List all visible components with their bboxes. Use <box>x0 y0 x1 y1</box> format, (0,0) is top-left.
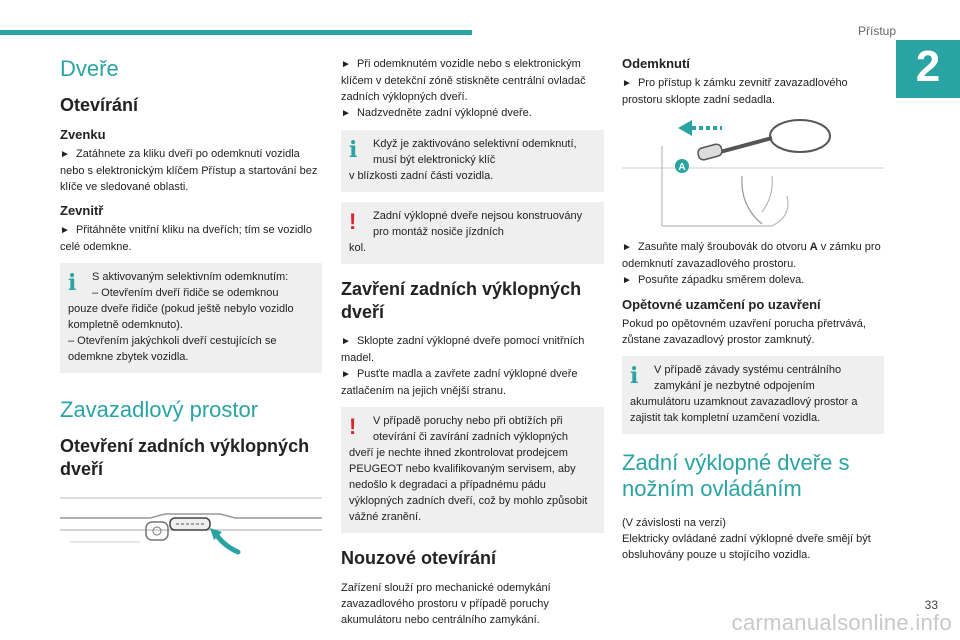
heading-close-tailgate: Zavření zadních výklopných dveří <box>341 279 582 322</box>
heading-doors: Dveře <box>60 56 119 81</box>
info-box-selective-unlock <box>60 263 322 373</box>
bullet-arrow-icon: ► <box>60 148 70 160</box>
text: Sklopte zadní výklopné dveře pomocí vnitřních madel. <box>341 335 585 364</box>
paragraph-fold-seats <box>622 75 884 108</box>
column-1 <box>60 56 322 575</box>
heading-relock: Opětovné uzamčení po uzavření <box>622 297 821 312</box>
info-text-first: V případě závady systému centrálního zamykání je nezbytné odpojením <box>654 364 842 392</box>
text: Nadzvedněte zadní výklopné dveře. <box>356 107 532 119</box>
heading-open-tailgate: Otevření zadních výklopných dveří <box>60 436 310 479</box>
warning-text-rest: kol. <box>349 242 367 254</box>
paragraph-close <box>341 333 604 399</box>
paragraph-press-control <box>341 56 604 122</box>
chapter-tab <box>896 40 960 98</box>
section-label: Přístup <box>857 24 896 38</box>
info-line-1: S aktivovaným selektivním odemknutím: <box>92 270 289 283</box>
heading-foot-operated-tailgate: Zadní výklopné dveře s nožním ovládáním <box>622 450 850 502</box>
column-2 <box>341 56 604 636</box>
paragraph-outside <box>60 146 322 195</box>
heading-opening: Otevírání <box>60 95 139 116</box>
heading-trunk: Zavazadlový prostor <box>60 396 259 422</box>
warning-text-rest: dveří je nechte ihned zkontrolovat prodejcem PEUGEOT nebo kvalifikovaným servisem, aby nedošlo k degradaci a případnému pádu výklopných zadních dveří, což by mohlo způsobit vážné zranění. <box>349 447 588 523</box>
text: Pusťte madla a zavřete zadní výklopné dveře zatlačením na jejich vnější stranu. <box>341 368 578 397</box>
paragraph-emergency: Zařízení slouží pro mechanické odemykání zavazadlového prostoru v případě poruchy akumulátoru nebo centrálního zamykání. <box>341 581 551 626</box>
paragraph-insert-screwdriver <box>622 239 884 289</box>
paragraph-foot-operated: Elektricky ovládané zadní výklopné dveře smějí být obsluhovány pouze u stojícího vozidla. <box>622 532 871 561</box>
text: Zasuňte malý šroubovák do otvoru <box>637 241 810 253</box>
watermark: carmanualsonline.info <box>731 610 952 635</box>
text: Pro přístup k zámku zevnitř zavazadlového prostoru sklopte zadní sedadla. <box>622 77 848 106</box>
warning-icon: ! <box>349 209 357 234</box>
tailgate-handle-illustration <box>60 490 322 570</box>
text: v zámku pro odemknutí zavazadlového prostoru. <box>622 241 881 270</box>
bullet-arrow-icon: ► <box>341 369 351 380</box>
column-3 <box>622 56 884 571</box>
text: Přitáhněte vnitřní kliku na dveřích; tím se vozidlo celé odemkne. <box>60 223 312 253</box>
info-icon: i <box>349 137 358 163</box>
info-text-rest: akumulátoru uzamknout zavazadlový prostor a zajistit tak kompletní uzamčení vozidla. <box>630 396 858 424</box>
info-box-central-locking <box>622 356 884 434</box>
info-box-electronic-key <box>341 130 604 192</box>
info-rest: pouze dveře řidiče (pokud ještě nebylo vozidlo kompletně odemknuto). <box>68 302 294 331</box>
heading-unlock: Odemknutí <box>622 56 690 71</box>
warning-text-first: V případě poruchy nebo při obtížích při otevírání či zavírání zadních výklopných <box>373 415 569 443</box>
bullet-arrow-icon: ► <box>341 108 351 119</box>
heading-inside: Zevnitř <box>60 202 104 218</box>
info-line-2: – Otevřením dveří řidiče se odemknou <box>92 286 279 299</box>
text: Zatáhnete za kliku dveří po odemknutí vozidla nebo s elektronickým klíčem Přístup a startování bez klíče ve sledované oblasti. <box>60 147 318 193</box>
bullet-arrow-icon: ► <box>60 224 70 236</box>
info-line-3: – Otevřením jakýchkoli dveří cestujících se odemkne zbytek vozidla. <box>68 334 277 363</box>
paragraph-version-note: (V závislosti na verzi) <box>622 516 726 529</box>
heading-emergency-opening: Nouzové otevírání <box>341 548 497 568</box>
text-bold: A <box>809 241 818 253</box>
warning-text-first: Zadní výklopné dveře nejsou konstruovány pro montáž nosiče jízdních <box>373 210 583 238</box>
text: Při odemknutém vozidle nebo s elektronickým klíčem v detekční zóně stiskněte centrální ovladač zadních výklopných dveří. <box>341 58 586 103</box>
paragraph-inside <box>60 222 322 255</box>
figure-label-a: A <box>678 162 686 173</box>
bullet-arrow-icon: ► <box>341 59 351 70</box>
text: Posuňte západku směrem doleva. <box>637 274 805 286</box>
info-text-rest: v blízkosti zadní části vozidla. <box>349 170 494 182</box>
bullet-arrow-icon: ► <box>341 336 351 347</box>
warning-icon: ! <box>349 414 357 439</box>
info-text-first: Když je zaktivováno selektivní odemknutí, musí být elektronický klíč <box>373 138 577 166</box>
paragraph-relock: Pokud po opětovném uzavření porucha přetrvává, zůstane zavazadlový prostor zamknutý. <box>622 318 866 346</box>
heading-outside: Zvenku <box>60 126 106 142</box>
bullet-arrow-icon: ► <box>622 275 632 286</box>
bullet-arrow-icon: ► <box>622 78 632 89</box>
warning-box-bike-carrier <box>341 202 604 264</box>
warning-box-malfunction <box>341 407 604 533</box>
page-number: 33 <box>924 598 938 612</box>
info-icon: i <box>630 363 639 389</box>
info-icon: i <box>68 269 77 296</box>
bullet-arrow-icon: ► <box>622 242 632 253</box>
top-accent-bar <box>0 30 472 35</box>
chapter-number: 2 <box>915 42 941 91</box>
lock-screwdriver-illustration <box>622 116 884 234</box>
